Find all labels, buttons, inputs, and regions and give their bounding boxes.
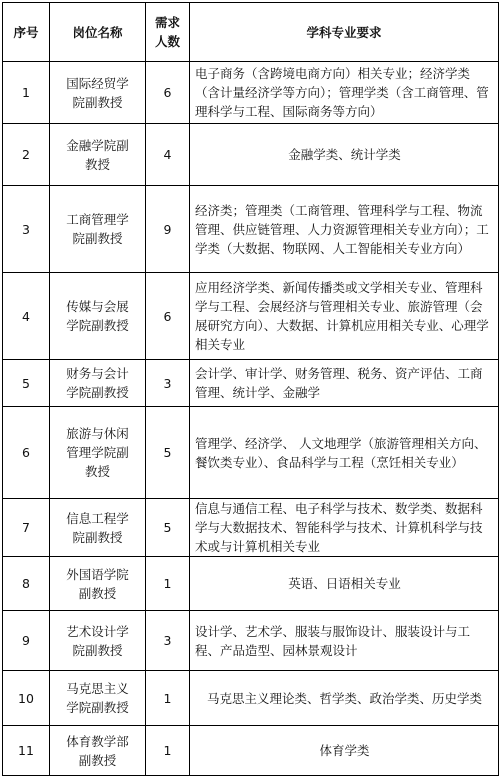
row-position: 艺术设计学院副教授 [50,611,146,671]
table-row [3,557,499,611]
row-position: 外国语学院副教授 [50,557,146,611]
row-position: 体育教学部副教授 [50,726,146,776]
table-row [3,273,499,360]
row-position: 国际经贸学院副教授 [50,62,146,124]
row-position: 财务与会计学院副教授 [50,360,146,407]
header-position: 岗位名称 [50,3,146,62]
table-row [3,499,499,557]
table-row [3,360,499,407]
row-requirements: 金融学类、统计学类 [190,124,499,186]
row-index: 3 [3,186,50,273]
table-header-row [3,3,499,62]
header-count: 需求人数 [146,3,190,62]
row-index: 2 [3,124,50,186]
row-index: 5 [3,360,50,407]
row-count: 5 [146,499,190,557]
row-count: 3 [146,360,190,407]
row-count: 6 [146,273,190,360]
row-count: 1 [146,557,190,611]
table-row [3,611,499,671]
row-index: 6 [3,407,50,499]
row-position: 旅游与休闲管理学院副教授 [50,407,146,499]
row-count: 6 [146,62,190,124]
header-requirements: 学科专业要求 [190,3,499,62]
table-row [3,407,499,499]
row-count: 1 [146,726,190,776]
row-requirements: 电子商务（含跨境电商方向）相关专业；经济学类（含计量经济学等方向）；管理学类（含工商管理、管理科学与工程、国际商务等方向） [190,62,499,124]
row-count: 3 [146,611,190,671]
row-position: 马克思主义学院副教授 [50,671,146,726]
row-requirements: 经济类；管理类（工商管理、管理科学与工程、物流管理、供应链管理、人力资源管理相关专业方向）；工学类（大数据、物联网、人工智能相关专业方向） [190,186,499,273]
row-requirements: 英语、日语相关专业 [190,557,499,611]
row-requirements: 马克思主义理论类、哲学类、政治学类、历史学类 [190,671,499,726]
table-row [3,124,499,186]
row-index: 9 [3,611,50,671]
row-count: 9 [146,186,190,273]
row-index: 8 [3,557,50,611]
table-row [3,671,499,726]
table-row [3,726,499,776]
row-count: 4 [146,124,190,186]
table-row [3,186,499,273]
row-index: 10 [3,671,50,726]
row-index: 7 [3,499,50,557]
row-position: 金融学院副教授 [50,124,146,186]
row-index: 4 [3,273,50,360]
row-position: 传媒与会展学院副教授 [50,273,146,360]
row-requirements: 应用经济学类、新闻传播类或文学相关专业、管理科学与工程、会展经济与管理相关专业、旅游管理（会展研究方向）、大数据、计算机应用相关专业、心理学相关专业 [190,273,499,360]
row-position: 工商管理学院副教授 [50,186,146,273]
header-index: 序号 [3,3,50,62]
row-index: 1 [3,62,50,124]
row-requirements: 体育学类 [190,726,499,776]
row-count: 5 [146,407,190,499]
table-row [3,62,499,124]
row-index: 11 [3,726,50,776]
row-requirements: 会计学、审计学、财务管理、税务、资产评估、工商管理、统计学、金融学 [190,360,499,407]
row-requirements: 信息与通信工程、电子科学与技术、数学类、数据科学与大数据技术、智能科学与技术、计算机科学与技术或与计算机相关专业 [190,499,499,557]
position-requirements-table [2,2,499,776]
row-count: 1 [146,671,190,726]
row-requirements: 设计学、艺术学、服装与服饰设计、服装设计与工程、产品造型、园林景观设计 [190,611,499,671]
row-requirements: 管理学、经济学、 人文地理学（旅游管理相关方向、餐饮类专业）、食品科学与工程（烹饪相关专业） [190,407,499,499]
row-position: 信息工程学院副教授 [50,499,146,557]
